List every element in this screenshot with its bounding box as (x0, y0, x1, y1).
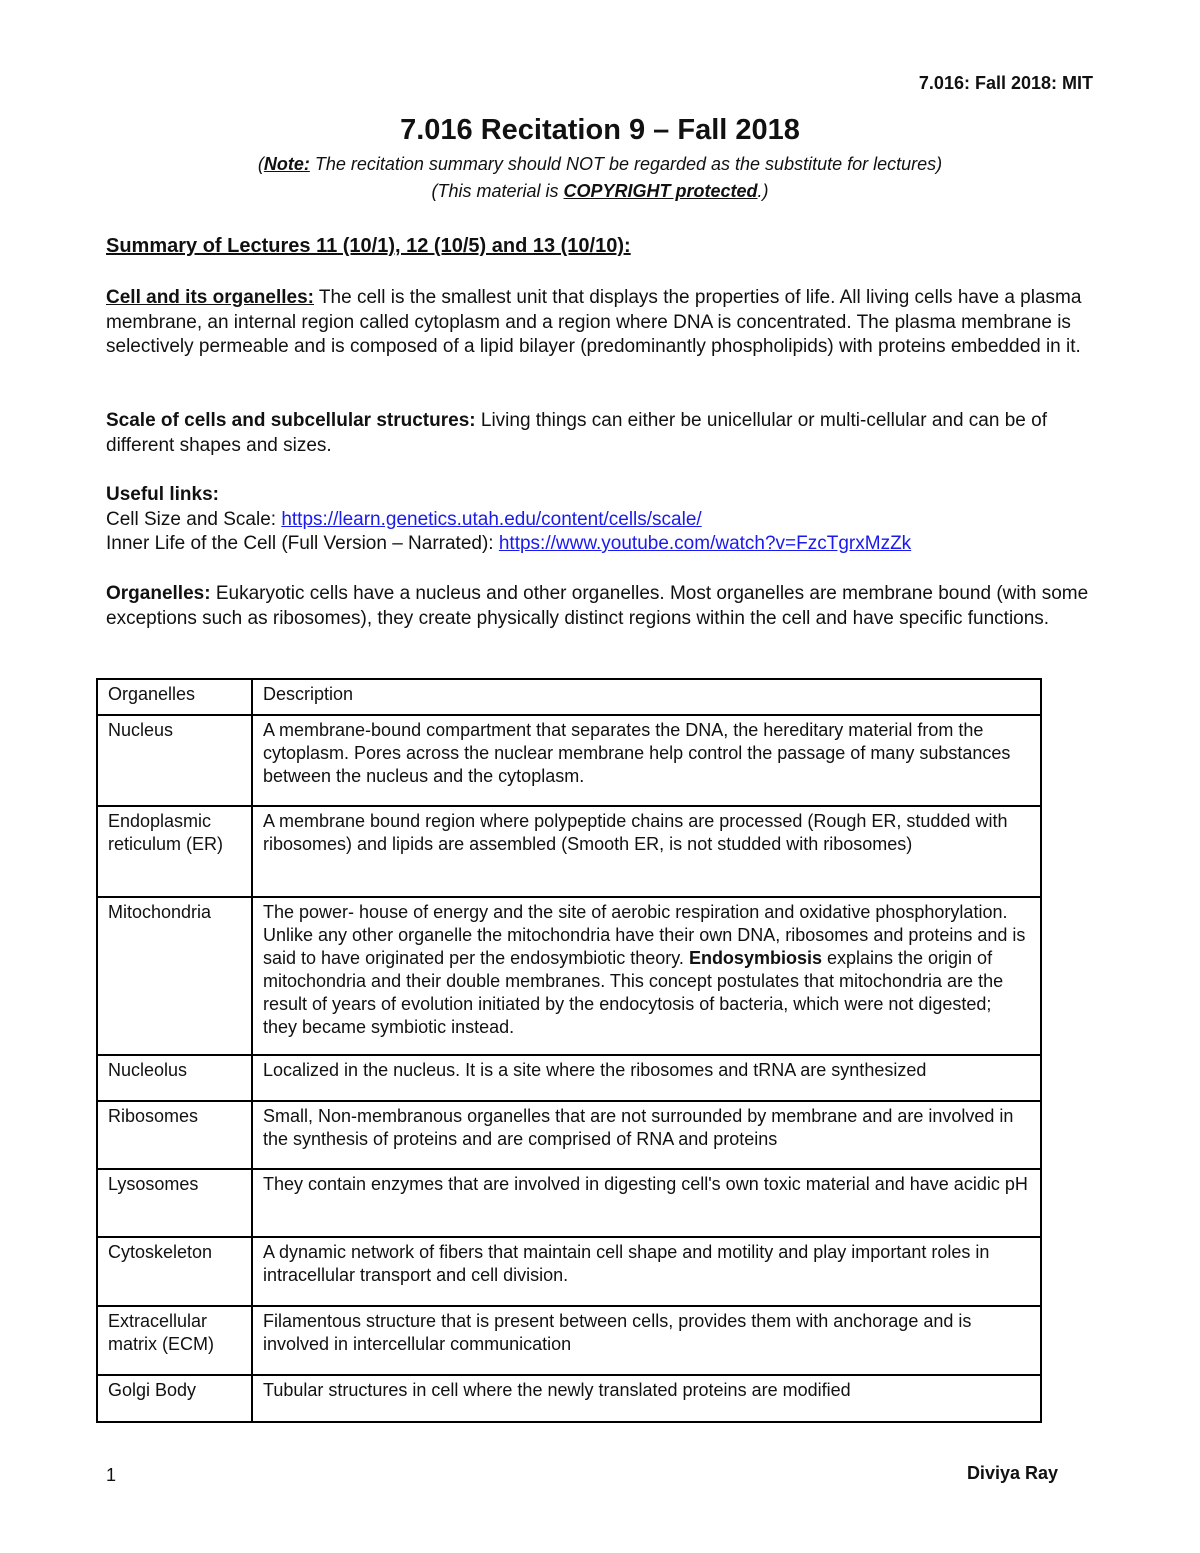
organelles-paragraph (106, 582, 1096, 631)
organelle-description: A dynamic network of fibers that maintain cell shape and motility and play important roles in intracellular transport and cell division. (252, 1237, 1041, 1306)
copyright-line (0, 181, 1200, 202)
organelle-name: Ribosomes (97, 1101, 252, 1169)
organelle-name: Lysosomes (97, 1169, 252, 1237)
organelle-description: Filamentous structure that is present between cells, provides them with anchorage and is involved in intercellular communication (252, 1306, 1041, 1375)
organelle-description: A membrane-bound compartment that separates the DNA, the hereditary material from the cytoplasm. Pores across the nuclear membrane help control the passage of many substances between the nucleus and the cytoplasm. (252, 715, 1041, 806)
useful-links-section (106, 483, 1096, 557)
course-tag: 7.016: Fall 2018: MIT (918, 73, 1093, 93)
link-prefix: Cell Size and Scale: (106, 508, 282, 530)
scale-label: Scale of cells and subcellular structures: (106, 410, 476, 431)
table-header-cell: Description (252, 679, 1041, 715)
table-header-row (97, 679, 1041, 715)
note-line (0, 154, 1200, 175)
table-row (97, 1055, 1041, 1101)
table-row (97, 897, 1041, 1055)
endosymbiosis-term: Endosymbiosis (688, 948, 822, 968)
cell-organelles-text: The cell is the smallest unit that displays the properties of life. All living cells have a plasma membrane, an internal region called cytoplasm and a region where DNA is concentrated. The plasma membrane is selectively permeable and is composed of a lipid bilayer (predominantly phospholipids) with proteins embedded in it. (106, 287, 1082, 357)
organelle-name: Cytoskeleton (97, 1237, 252, 1306)
author-name: Diviya Ray (966, 1463, 1058, 1483)
copyright-before: (This material is (431, 181, 564, 201)
inner-life-video-link[interactable]: https://www.youtube.com/watch?v=FzcTgrxMzZk (498, 533, 912, 554)
copyright-label: COPYRIGHT protected (563, 181, 758, 201)
description-text-continued: explains the origin of mitochondria and their double membranes. This concept postulates that mitochondria are the result of years of evolution initiated by the endocytosis of bacteria, which were not digested; they became symbiotic instead. (263, 948, 1004, 1037)
note-text: The recitation summary should NOT be regarded as the substitute for lectures) (309, 154, 943, 174)
table-row (97, 715, 1041, 806)
organelle-name: Golgi Body (97, 1375, 252, 1422)
useful-links-label: Useful links: (106, 484, 219, 505)
organelle-description: A membrane bound region where polypeptide chains are processed (Rough ER, studded with ribosomes) and lipids are assembled (Smooth ER, is not studded with ribosomes) (252, 806, 1041, 897)
link-prefix: Inner Life of the Cell (Full Version – Narrated): (106, 533, 499, 554)
description-text: The power- house of energy and the site of aerobic respiration and oxidative phosphorylation. Unlike any other organelle the mitochondria have their own DNA, ribosomes and proteins and is said to have originated per the endosymbiotic theory. (263, 902, 1026, 968)
scale-paragraph (106, 409, 1096, 458)
organelle-name: Nucleolus (97, 1055, 252, 1101)
link-line-inner-life (106, 532, 1096, 557)
note-label: Note: (263, 154, 310, 174)
organelle-description (252, 897, 1041, 1055)
table-row (97, 806, 1041, 897)
organelles-text: Eukaryotic cells have a nucleus and other organelles. Most organelles are membrane bound (with some exceptions such as ribosomes), they create physically distinct regions within the cell and have specific functions. (106, 583, 1089, 629)
organelle-name: Mitochondria (97, 897, 252, 1055)
scale-text: Living things can either be unicellular or multi-cellular and can be of different shapes and sizes. (106, 410, 1047, 456)
organelles-label: Organelles: (106, 583, 211, 604)
page-number: 1 (106, 1465, 117, 1485)
table-row (97, 1306, 1041, 1375)
cell-organelles-label: Cell and its organelles: (106, 287, 314, 308)
organelles-table (96, 678, 1042, 1423)
organelle-name: Extracellular matrix (ECM) (97, 1306, 252, 1375)
table-row (97, 1375, 1041, 1422)
organelle-name: Endoplasmic reticulum (ER) (97, 806, 252, 897)
cell-size-link[interactable]: https://learn.genetics.utah.edu/content/cells/scale/ (281, 508, 702, 530)
organelle-description: They contain enzymes that are involved in digesting cell's own toxic material and have acidic pH (252, 1169, 1041, 1237)
organelle-description: Tubular structures in cell where the newly translated proteins are modified (252, 1375, 1041, 1422)
summary-heading: Summary of Lectures 11 (10/1), 12 (10/5) and 13 (10/10): (106, 235, 631, 257)
table-row (97, 1101, 1041, 1169)
table-row (97, 1237, 1041, 1306)
cell-organelles-paragraph (106, 286, 1096, 360)
table-header-cell: Organelles (97, 679, 252, 715)
note-open: ( (257, 154, 264, 174)
copyright-after: .) (757, 181, 769, 201)
organelle-name: Nucleus (97, 715, 252, 806)
link-line-cell-size (106, 508, 1096, 533)
organelle-description: Small, Non-membranous organelles that are not surrounded by membrane and are involved in the synthesis of proteins and are comprised of RNA and proteins (252, 1101, 1041, 1169)
page-title: 7.016 Recitation 9 – Fall 2018 (400, 114, 800, 146)
organelle-description: Localized in the nucleus. It is a site where the ribosomes and tRNA are synthesized (252, 1055, 1041, 1101)
table-row (97, 1169, 1041, 1237)
